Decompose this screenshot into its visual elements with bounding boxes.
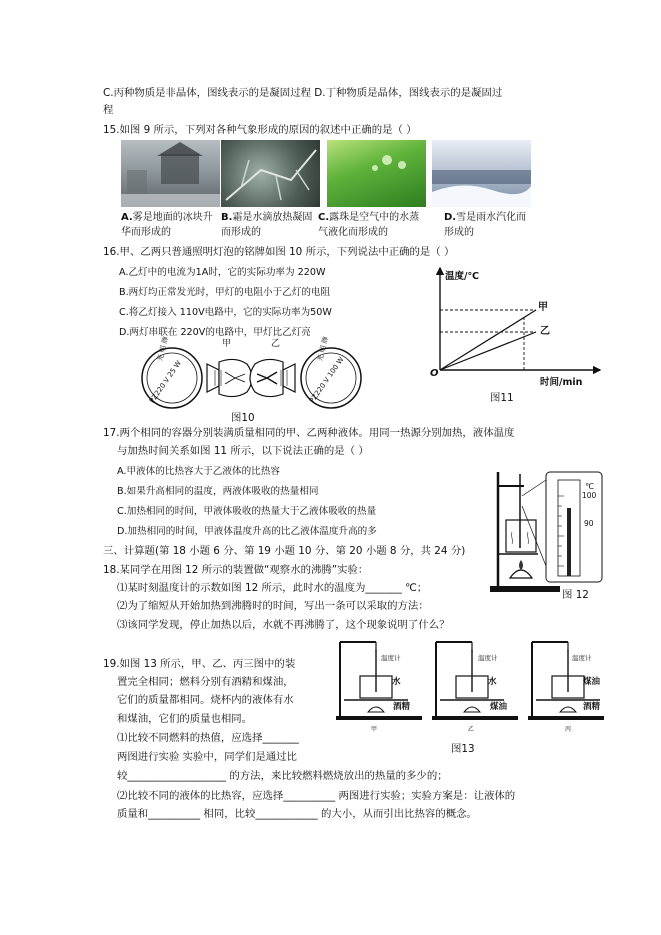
q15-option-c-letter: C. bbox=[318, 212, 330, 223]
nameplate-right-rating: PZ220 V 100 W bbox=[308, 355, 346, 405]
q18-part2: ⑵为了缩短从开始加热到沸腾时的时间，写出一条可以采取的方法： bbox=[117, 600, 429, 612]
beaker bbox=[506, 520, 536, 552]
figure-11-series-jia: 甲 bbox=[538, 302, 548, 313]
q15-option-d-letter: D. bbox=[444, 212, 457, 223]
figure-13-caption: 图13 bbox=[451, 743, 475, 755]
q18-part1: ⑴某时刻温度计的示数如图 12 所示，此时水的温度为_______ ℃； bbox=[117, 582, 428, 594]
photo-frost bbox=[221, 140, 320, 207]
fig13-label-yi: 乙 bbox=[468, 726, 475, 733]
q19-line8: ⑵比较不同的液体的比热容，应选择__________ 两图进行实验；实验方案是：让液体的 bbox=[117, 790, 516, 802]
figure-11-ylabel: 温度/℃ bbox=[445, 271, 479, 282]
section-3-title: 三、计算题(第 18 小题 6 分、第 19 小题 10 分、第 20 小题 8 分，共 24 分) bbox=[103, 545, 466, 557]
zoom-line-bottom bbox=[522, 506, 546, 566]
figure-13 bbox=[336, 640, 606, 724]
fig13-thermo-yi: 温度计 bbox=[478, 654, 498, 662]
bulb-jia-label: 甲 bbox=[222, 339, 232, 349]
fig13-fuel-bing: 酒精 bbox=[583, 702, 601, 712]
q15-option-b-text: 霜是水滴放热凝固而形成的 bbox=[221, 212, 313, 238]
fig13-liquid-bing: 煤油 bbox=[583, 677, 601, 687]
q17-option-a: A.甲液体的比热容大于乙液体的比热容 bbox=[117, 466, 280, 477]
q15-option-d bbox=[444, 210, 536, 240]
q15-option-a-letter: A. bbox=[121, 212, 133, 223]
fig13-fuel-yi: 煤油 bbox=[490, 702, 508, 712]
q19-line9: 质量和__________ 相同，比较____________ 的大小，从而引出比热容的概念。 bbox=[117, 808, 477, 820]
nameplate-left-rating: PZ220 V 25 W bbox=[148, 359, 184, 405]
q19-line2: 置完全相同；燃料分别有酒精和煤油， bbox=[117, 676, 294, 688]
q15-option-b-letter: B. bbox=[221, 212, 233, 223]
fig13-fuel-jia: 酒精 bbox=[393, 702, 411, 712]
nameplate-left-brand: 光 明 牌 bbox=[155, 335, 171, 363]
figure-12-tick-100: 100 bbox=[582, 491, 597, 500]
q16-option-a: A.乙灯中的电流为1A时，它的实际功率为 220W bbox=[119, 267, 326, 278]
photo-dew bbox=[327, 140, 426, 207]
q19-line7: 较___________________ 的方法，来比较燃料燃烧放出的热量的多少的； bbox=[117, 770, 448, 782]
nameplate-right-brand: 光 明 牌 bbox=[315, 335, 331, 363]
fig13-liquid-jia: 水 bbox=[392, 677, 401, 687]
snow-landscape-icon bbox=[432, 140, 531, 207]
fog-scene-icon bbox=[121, 140, 220, 207]
q16-option-c: C.将乙灯接入 110V电路中，它的实际功率为50W bbox=[119, 307, 332, 318]
mercury-column bbox=[567, 508, 571, 576]
q19-line1: 19.如图 13 所示，甲、乙、丙三图中的装 bbox=[103, 658, 296, 670]
q15-option-c-text: 露珠是空气中的水蒸气液化而形成的 bbox=[318, 212, 420, 238]
q17-stem-line1: 17.两个相同的容器分别装满质量相同的甲、乙两种液体。用同一热源分别加热，液体温度 bbox=[103, 427, 515, 439]
dew-drops-icon bbox=[327, 140, 426, 207]
q19-line6: 两图进行实验 实验中，同学们是通过比 bbox=[117, 751, 297, 763]
bulb-jia bbox=[207, 359, 252, 396]
q19-line3: 它们的质量都相同。烧杯内的液体有水 bbox=[117, 694, 294, 706]
series-yi-line bbox=[440, 332, 536, 370]
figure-11-caption: 图11 bbox=[490, 392, 514, 404]
fig13-label-jia: 甲 bbox=[371, 726, 378, 733]
figure-12-caption: 图 12 bbox=[562, 589, 589, 601]
frost-branch-icon bbox=[221, 140, 320, 207]
bulb-yi-label: 乙 bbox=[271, 339, 281, 349]
q19-line5: ⑴比较不同燃料的热值，应选择_______ bbox=[117, 732, 299, 744]
figure-12-unit: ℃ bbox=[585, 482, 594, 491]
q19-line4: 和煤油，它们的质量也相同。 bbox=[117, 713, 253, 725]
figure-11-origin: O bbox=[430, 368, 439, 379]
q17-stem-line2: 与加热时间关系如图 11 所示，以下说法正确的是（ ） bbox=[117, 445, 369, 457]
q16-option-b: B.两灯均正常发光时，甲灯的电阻小于乙灯的电阻 bbox=[119, 287, 331, 298]
q16-stem: 16.甲、乙两只普通照明灯泡的铭牌如图 10 所示，下列说法中正确的是（ ） bbox=[103, 246, 455, 258]
zoom-line-top bbox=[522, 480, 546, 496]
series-jia-line bbox=[440, 310, 536, 370]
q14-option-cd: C.丙种物质是非晶体，图线表示的是凝固过程 D.丁种物质是晶体，图线表示的是凝固过 bbox=[103, 87, 503, 99]
fig13-thermo-bing: 温度计 bbox=[572, 654, 592, 662]
bulb-yi bbox=[250, 359, 295, 396]
q15-option-a-text: 雾是地面的冰块升华而形成的 bbox=[121, 212, 213, 238]
stand-base bbox=[490, 586, 560, 592]
q18-part3: ⑶该同学发现，停止加热以后，水就不再沸腾了，这个现象说明了什么？ bbox=[117, 619, 450, 631]
figure-11-series-yi: 乙 bbox=[540, 326, 550, 337]
figure-12-tick-90: 90 bbox=[584, 519, 594, 528]
q14-option-cd-cont: 程 bbox=[103, 104, 114, 116]
fig13-liquid-yi: 水 bbox=[488, 677, 497, 687]
figure-11-xlabel: 时间/min bbox=[540, 377, 583, 388]
q15-stem: 15.如图 9 所示，下列对各种气象形成的原因的叙述中正确的是（ ） bbox=[103, 124, 417, 136]
figure-10-caption: 图10 bbox=[231, 412, 255, 424]
fig13-thermo-jia: 温度计 bbox=[381, 654, 401, 662]
q15-option-c bbox=[318, 210, 428, 240]
q15-option-a bbox=[121, 210, 220, 240]
fig13-label-bing: 丙 bbox=[565, 726, 572, 733]
q17-option-b: B.如果升高相同的温度，两液体吸收的热量相同 bbox=[117, 486, 319, 497]
q17-option-c: C.加热相同的时间，甲液体吸收的热量大于乙液体吸收的热量 bbox=[117, 506, 377, 517]
photo-snow bbox=[432, 140, 531, 207]
alcohol-lamp bbox=[510, 570, 532, 578]
q18-stem: 18.某同学在用图 12 所示的装置做“观察水的沸腾”实验： bbox=[103, 564, 369, 576]
flame-icon bbox=[519, 560, 523, 570]
q15-option-d-text: 雪是雨水汽化而形成的 bbox=[444, 212, 527, 238]
photo-fog bbox=[121, 140, 220, 207]
q15-option-b bbox=[221, 210, 320, 240]
q17-option-d: D.加热相同的时间，甲液体温度升高的比乙液体温度升高的多 bbox=[117, 526, 377, 537]
q16-option-d: D.两灯串联在 220V的电路中，甲灯比乙灯亮 bbox=[119, 327, 311, 338]
